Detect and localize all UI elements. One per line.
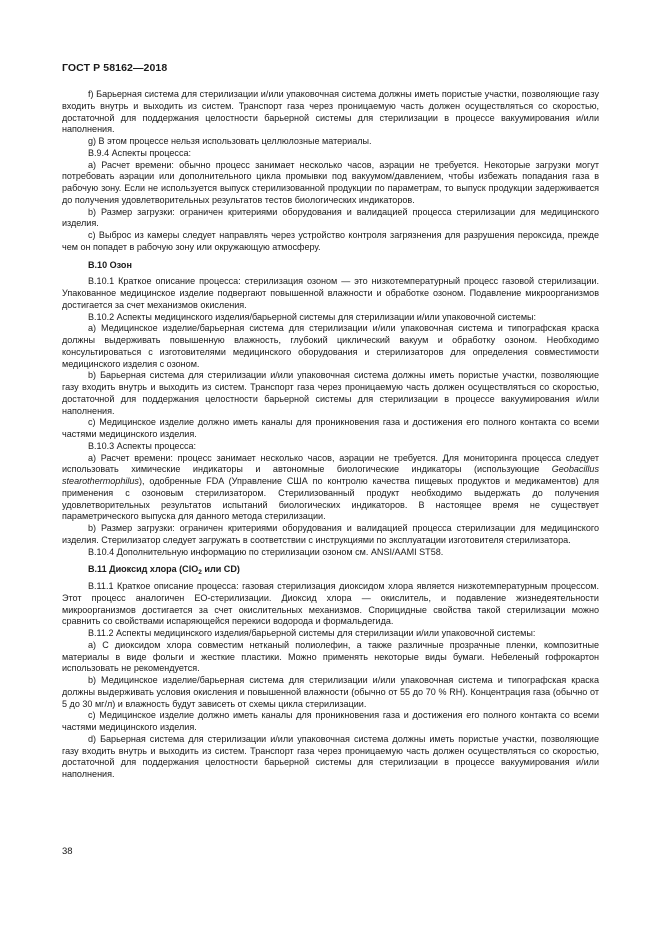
paragraph-b10-3: B.10.3 Аспекты процесса: (88, 440, 197, 451)
paragraph-b9-3-g: g) В этом процессе нельзя использовать целлюлозные материалы. (88, 136, 372, 146)
section-heading-b10: B.10 Озон (88, 259, 132, 270)
paragraph-b10-2-b: b) Барьерная система для стерилизации и/или упаковочная система должны иметь пористые участки, позволяющие газу входить внутрь и выходить из систем. Транспорт газа через проницаемую часть должен осуществляться со скоростью, достаточной для поддержания целостности барьерной системы для стерилизации в процессе вакуумирования и/или наполнения. (62, 370, 599, 416)
text-run: a) Расчет времени: процесс занимает несколько часов, аэрации не требуется. Для мониторинга процесса следует использовать химические индикаторы и автономные биологические индикаторы (использующие (62, 452, 599, 475)
page-number: 38 (62, 846, 73, 857)
subscript-2: 2 (198, 569, 202, 577)
italic-species-name: Geobacillus stearothermophilus (62, 464, 599, 486)
paragraph-b11-2-d: d) Барьерная система для стерилизации и/или упаковочная система должны иметь пористые участки, позволяющие газу входить внутрь и выходить из систем. Транспорт газа через проницаемую часть должен осуществляться со скоростью, достаточной для поддержания целостности барьерной системы для стерилизации в процессе вакуумирования и/или наполнения. (62, 733, 599, 779)
paragraph-b9-4-b: b) Размер загрузки: ограничен критериями оборудования и валидацией процесса стерилизации для медицинского изделия. (62, 206, 599, 229)
paragraph-b9-4-c: c) Выброс из камеры следует направлять через устройство контроля загрязнения для разрушения пероксида, прежде чем он попадет в рабочую зону или окружающую атмосферу. (62, 230, 599, 252)
paragraph-b9-3-f: f) Барьерная система для стерилизации и/или упаковочная система должны иметь пористые участки, позволяющие газу входить внутрь и выходить из систем. Транспорт газа через проницаемую часть должен осуществляться со скоростью, достаточной для поддержания целостности барьерной системы для стерилизации в процессе вакуумирования и/или наполнения. (62, 89, 599, 135)
paragraph-b11-2-c: c) Медицинское изделие должно иметь каналы для проникновения газа и достижения его полного контакта со всеми частями медицинского изделия. (62, 710, 599, 732)
document-body (62, 89, 599, 781)
heading-text-suffix: или CD) (201, 564, 240, 575)
heading-text: B.11 Диоксид хлора (ClO (88, 564, 199, 575)
paragraph-b10-2: B.10.2 Аспекты медицинского изделия/барьерной системы для стерилизации и/или упаковочной системы: (88, 311, 537, 322)
paragraph-b9-4-a: a) Расчет времени: обычно процесс занимает несколько часов, аэрации не требуется. Некоторые загрузки могут потребовать аэрации или дополнительного цикла промывки под вакуумом/давлением, чтобы избежать попадания газа в рабочую зону. Если не используется выпуск стерилизованной продукции по параметрам, то выпуск продукции задерживается до получения удовлетворительных результатов тестов биологических индикаторов. (62, 159, 599, 205)
paragraph-b9-4: B.9.4 Аспекты процесса: (88, 147, 192, 158)
paragraph-b10-2-c: c) Медицинское изделие должно иметь каналы для проникновения газа и достижения его полного контакта со всеми частями медицинского изделия. (62, 417, 599, 439)
paragraph-b10-2-a: a) Медицинское изделие/барьерная система для стерилизации и/или упаковочная система и типографская краска должны выдерживать повышенную влажность, глубокий циклический вакуум и обработку озоном. Необходимо консультироваться с изготовителями медицинского оборудования и стерилизаторов для определения совместимости медицинского изделия с озоном. (62, 323, 599, 369)
paragraph-b11-1: B.11.1 Краткое описание процесса: газовая стерилизация диоксидом хлора является низкотемпературным процессом. Этот процесс аналогичен ЕО-стерилизации. Диоксид хлора — окислитель, и подавление жизнедеятельности микроорганизмов достигается за счет окислительных механизмов. Спорицидные свойства такой стерилизации можно сравнить со свойствами испаряющейся перекиси водорода и формальдегида. (62, 581, 599, 627)
paragraph-b11-2-b: b) Медицинское изделие/барьерная система для стерилизации и/или упаковочная система и типографская краска должны выдерживать условия окисления и повышенной влажности (обычно от 55 до 70 % RH). Концентрация газа (обычно от 5 до 30 мг/л) и влажность будут зависеть от схемы цикла стерилизации. (62, 675, 599, 709)
paragraph-b10-3-a (62, 453, 599, 524)
section-heading-b11 (62, 564, 599, 576)
paragraph-b10-1: B.10.1 Краткое описание процесса: стерилизация озоном — это низкотемпературный процесс газовой стерилизации. Упакованное медицинское изделие подвергают повышенной влажности и обработке озоном. Подавление микроорганизмов достигается за счет механизмов окисления. (62, 276, 599, 310)
paragraph-b10-4: B.10.4 Дополнительную информацию по стерилизации озоном см. ANSI/AAMI ST58. (88, 546, 444, 557)
paragraph-b11-2-a: a) С диоксидом хлора совместим нетканый полиолефин, а также различные прозрачные пленки, композитные материалы в виде фольги и жесткие пластики. Можно применять некоторые виды бумаги. Небеленый гофрокартон использовать не рекомендуется. (62, 639, 599, 674)
text-run: ), одобренные FDA (Управление США по контролю качества пищевых продуктов и медикаментов) для применения с озоновым стерилизатором. Стерилизованный продукт необходимо выдержать до получения удовлетворительных результатов испытаний биологических индикаторов. В настоящее время не существует параметрического выпуска для данного метода стерилизации. (62, 476, 599, 522)
paragraph-b11-2: B.11.2 Аспекты медицинского изделия/барьерной системы для стерилизации и/или упаковочной системы: (88, 628, 536, 638)
paragraph-b10-3-b: b) Размер загрузки: ограничен критериями оборудования и валидацией процесса стерилизации для медицинского изделия. Стерилизатор следует загружать в соответствии с инструкциями по эксплуатации изготовителя стерилизатора. (62, 523, 599, 545)
page-header-standard-code: ГОСТ Р 58162—2018 (62, 62, 168, 74)
